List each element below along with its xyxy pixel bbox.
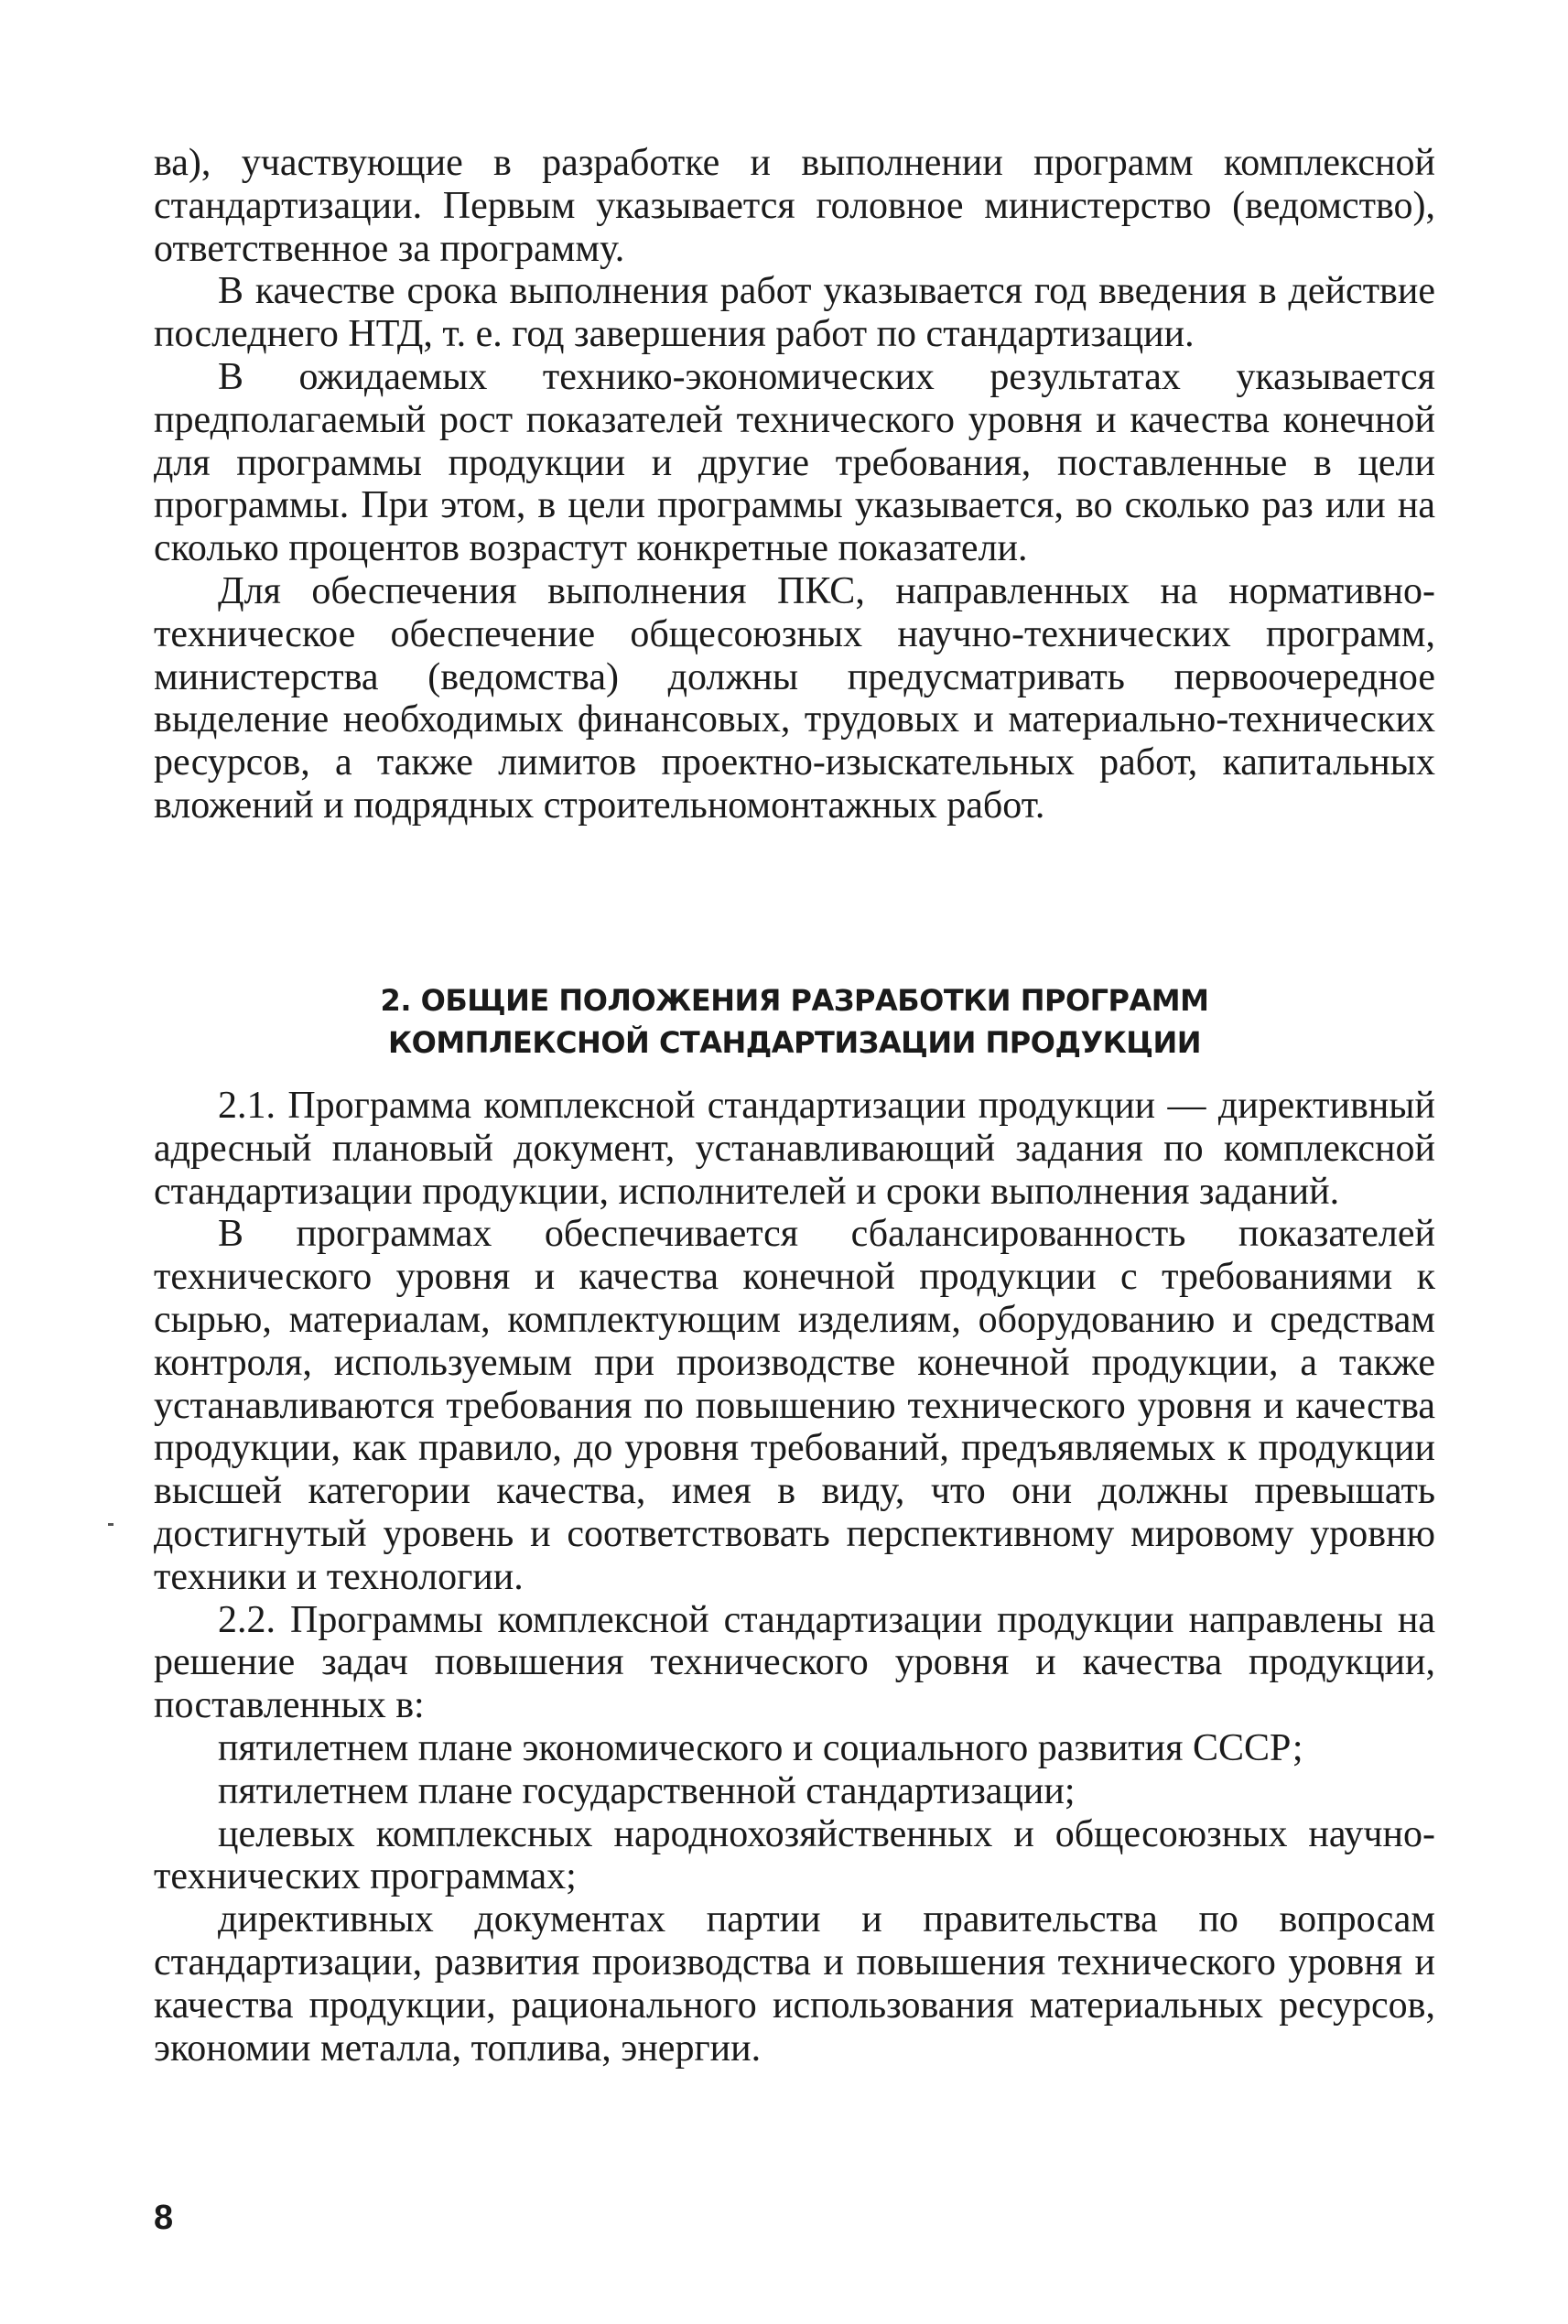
paragraph: В качестве срока выполнения работ указывается год введения в действие последнего НТД, т. е. год завершения работ по стандартизации. (154, 270, 1435, 356)
paragraph: В программах обеспечивается сбалансированность показателей технического уровня и качества конечной продукции с требованиями к сырью, материалам, комплектующим изделиям, оборудованию и средствам контроля, используемым при производстве конечной продукции, а также устанавливаются требования по повышению технического уровня и качества продукции, как правило, до уровня требований, предъявляемых к продукции высшей категории качества, имея в виду, что они должны превышать достигнутый уровень и соответствовать перспективному мировому уровню техники и технологии. (154, 1213, 1435, 1598)
paragraph: целевых комплексных народнохозяйственных и общесоюзных научно-технических программах; (154, 1812, 1435, 1898)
paragraph: пятилетнем плане экономического и социального развития СССР; (218, 1726, 1303, 1769)
section-heading-line-2: КОМПЛЕКСНОЙ СТАНДАРТИЗАЦИИ ПРОДУКЦИИ (387, 1025, 1202, 1060)
paragraph: Для обеспечения выполнения ПКС, направленных на нормативно-техническое обеспечение общесоюзных научно-технических программ, министерства (ведомства) должны предусматривать первоочередное выделение необходимых финансовых, трудовых и материально-технических ресурсов, а также лимитов проектно-изыскательных работ, капитальных вложений и подрядных строительномонтажных работ. (154, 569, 1435, 827)
section-heading (154, 979, 1435, 1064)
paragraph: пятилетнем плане государственной стандартизации; (218, 1769, 1076, 1812)
paragraph: директивных документах партии и правительства по вопросам стандартизации, развития производства и повышения технического уровня и качества продукции, рационального использования материальных ресурсов, экономии металла, топлива, энергии. (154, 1898, 1435, 2070)
paragraph: В ожидаемых технико-экономических результатах указывается предполагаемый рост показателей технического уровня и качества конечной для программы продукции и другие требования, поставленные в цели программы. При этом, в цели программы указывается, во сколько раз или на сколько процентов возрастут конкретные показатели. (154, 355, 1435, 570)
page-number: 8 (154, 2199, 174, 2237)
section-heading-line-1: 2. ОБЩИЕ ПОЛОЖЕНИЯ РАЗРАБОТКИ ПРОГРАММ (380, 983, 1209, 1018)
margin-mark (108, 1523, 114, 1526)
body-text-top (154, 142, 1435, 827)
paragraph: 2.1. Программа комплексной стандартизации продукции — директивный адресный плановый документ, устанавливающий задания по комплексной стандартизации продукции, исполнителей и сроки выполнения заданий. (154, 1085, 1435, 1213)
body-text-bottom (154, 1085, 1435, 2070)
paragraph: 2.2. Программы комплексной стандартизации продукции направлены на решение задач повышения технического уровня и качества продукции, поставленных в: (154, 1598, 1435, 1727)
paragraph: ва), участвующие в разработке и выполнении программ комплексной стандартизации. Первым указывается головное министерство (ведомство), ответственное за программу. (154, 142, 1435, 270)
